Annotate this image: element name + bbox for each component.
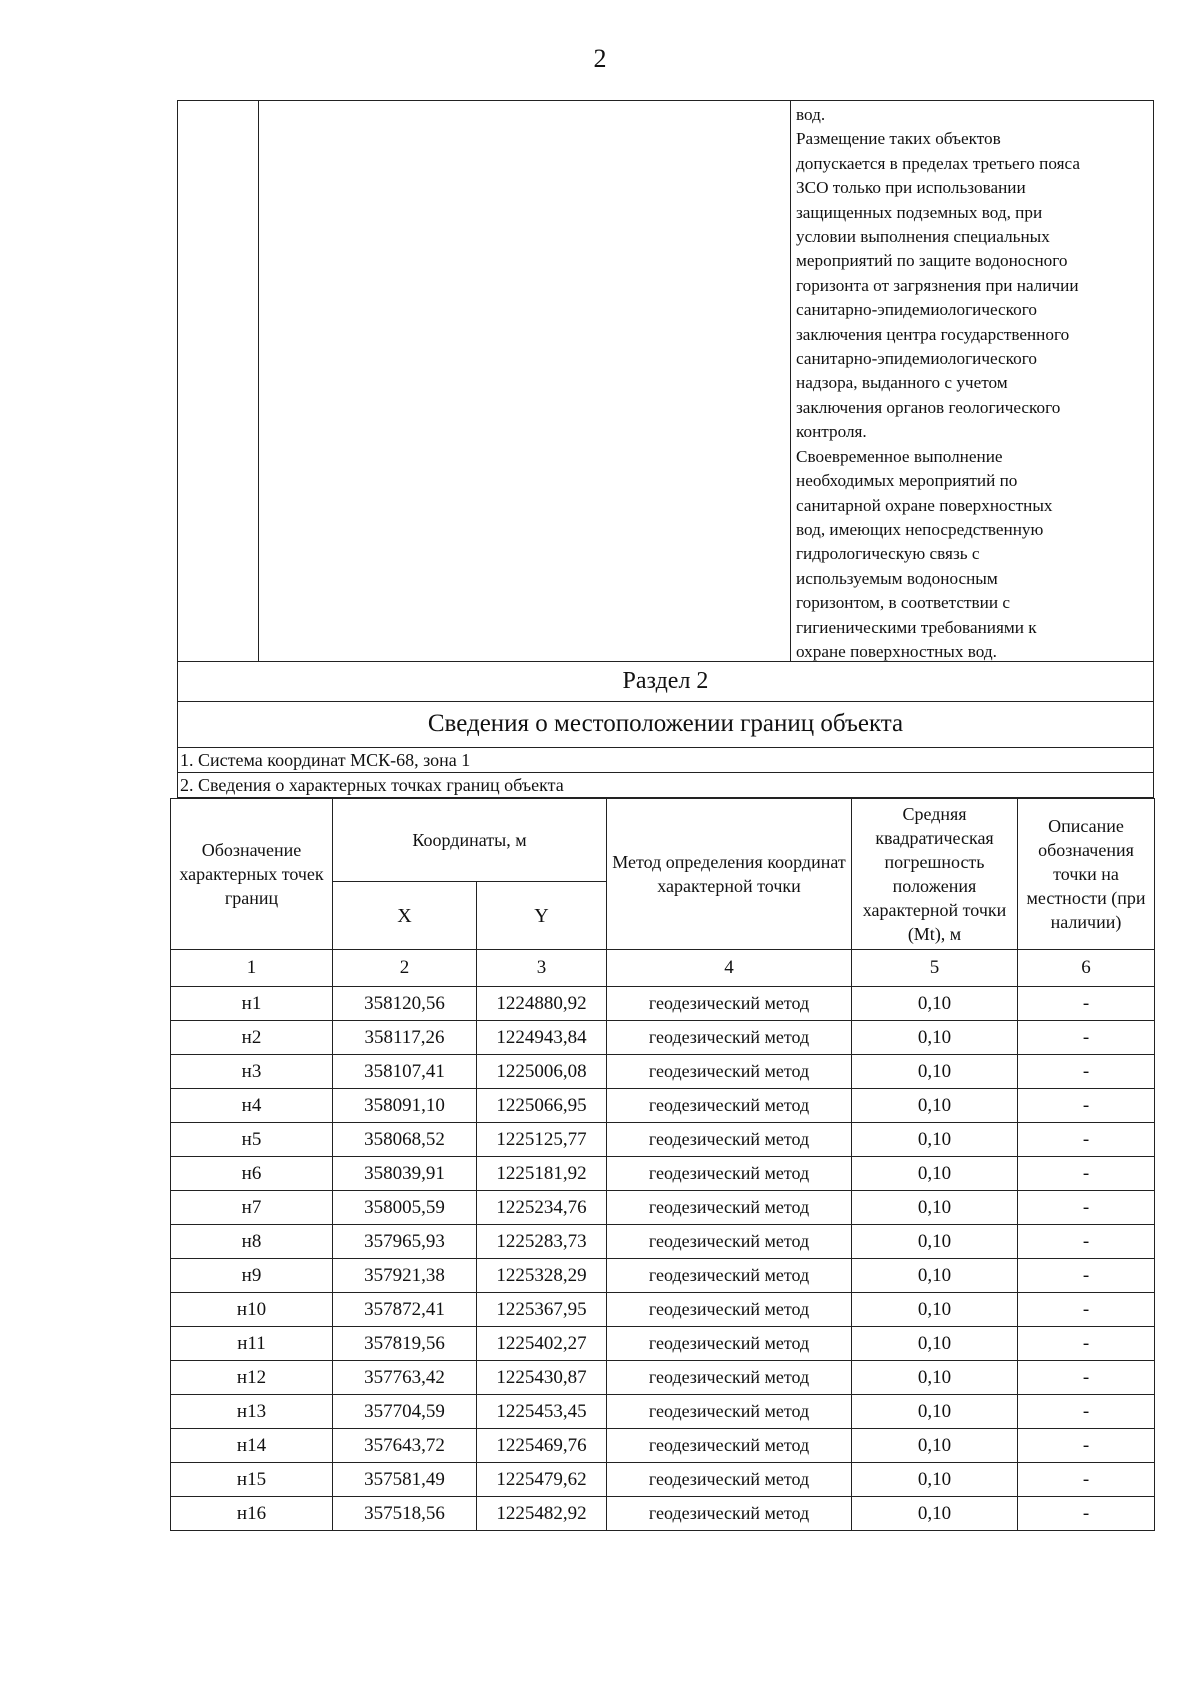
column-number-row	[171, 950, 1155, 987]
x-coordinate-cell: 358005,59	[333, 1191, 477, 1225]
method-cell: геодезический метод	[607, 1361, 852, 1395]
table-row	[171, 1259, 1155, 1293]
table-row	[171, 1123, 1155, 1157]
method-cell: геодезический метод	[607, 1191, 852, 1225]
method-cell: геодезический метод	[607, 1259, 852, 1293]
method-cell: геодезический метод	[607, 1089, 852, 1123]
continued-table-row	[177, 100, 1154, 662]
column-divider	[258, 101, 259, 661]
description-cell: -	[1018, 1293, 1155, 1327]
x-coordinate-cell: 358120,56	[333, 987, 477, 1021]
error-cell: 0,10	[852, 1225, 1018, 1259]
method-cell: геодезический метод	[607, 1157, 852, 1191]
point-designation-cell: н7	[171, 1191, 333, 1225]
x-coordinate-cell: 358068,52	[333, 1123, 477, 1157]
x-coordinate-cell: 357763,42	[333, 1361, 477, 1395]
table-row	[171, 987, 1155, 1021]
header-error: Средняя квадратическая погрешность положения характерной точки (Mt), м	[852, 799, 1018, 950]
y-coordinate-cell: 1225479,62	[477, 1463, 607, 1497]
description-cell: -	[1018, 987, 1155, 1021]
y-coordinate-cell: 1225006,08	[477, 1055, 607, 1089]
x-coordinate-cell: 358091,10	[333, 1089, 477, 1123]
point-designation-cell: н16	[171, 1497, 333, 1531]
header-designation: Обозначение характерных точек границ	[171, 799, 333, 950]
description-cell: -	[1018, 1497, 1155, 1531]
table-row	[171, 1327, 1155, 1361]
point-designation-cell: н1	[171, 987, 333, 1021]
method-cell: геодезический метод	[607, 1327, 852, 1361]
point-designation-cell: н14	[171, 1429, 333, 1463]
description-cell: -	[1018, 1055, 1155, 1089]
method-cell: геодезический метод	[607, 1021, 852, 1055]
x-coordinate-cell: 357643,72	[333, 1429, 477, 1463]
x-coordinate-cell: 357704,59	[333, 1395, 477, 1429]
column-divider	[790, 101, 791, 661]
boundary-points-table	[170, 798, 1155, 1531]
method-cell: геодезический метод	[607, 1395, 852, 1429]
column-number: 6	[1018, 950, 1155, 987]
y-coordinate-cell: 1225181,92	[477, 1157, 607, 1191]
error-cell: 0,10	[852, 1361, 1018, 1395]
description-cell: -	[1018, 1157, 1155, 1191]
error-cell: 0,10	[852, 1395, 1018, 1429]
point-designation-cell: н2	[171, 1021, 333, 1055]
section-title: Раздел 2	[177, 662, 1154, 702]
table-row	[171, 1055, 1155, 1089]
header-coordinates: Координаты, м	[333, 799, 607, 882]
y-coordinate-cell: 1225234,76	[477, 1191, 607, 1225]
column-number: 3	[477, 950, 607, 987]
method-cell: геодезический метод	[607, 987, 852, 1021]
description-cell: -	[1018, 1225, 1155, 1259]
point-designation-cell: н11	[171, 1327, 333, 1361]
point-designation-cell: н8	[171, 1225, 333, 1259]
x-coordinate-cell: 357872,41	[333, 1293, 477, 1327]
error-cell: 0,10	[852, 1327, 1018, 1361]
description-cell: -	[1018, 1259, 1155, 1293]
table-row	[171, 1395, 1155, 1429]
description-cell: -	[1018, 1123, 1155, 1157]
error-cell: 0,10	[852, 987, 1018, 1021]
description-cell: -	[1018, 1089, 1155, 1123]
error-cell: 0,10	[852, 1463, 1018, 1497]
table-row	[171, 1497, 1155, 1531]
method-cell: геодезический метод	[607, 1429, 852, 1463]
restrictions-text-cell: вод. Размещение таких объектов допускается в пределах третьего пояса ЗСО только при использовании защищенных подземных вод, при условии выполнения специальных мероприятий по защите водоносного горизонта от загрязнения при наличии санитарно-эпидемиологического заключения центра государственного санитарно-эпидемиологического надзора, выданного с учетом заключения органов геологического контроля. Своевременное выполнение необходимых мероприятий по санитарной охране поверхностных вод, имеющих непосредственную гидрологическую связь с используемым водоносным горизонтом, в соответствии с гигиеническими требованиями к охране поверхностных вод.	[796, 105, 1081, 661]
x-coordinate-cell: 358039,91	[333, 1157, 477, 1191]
header-description: Описание обозначения точки на местности (при наличии)	[1018, 799, 1155, 950]
header-y: Y	[477, 882, 607, 950]
method-cell: геодезический метод	[607, 1497, 852, 1531]
error-cell: 0,10	[852, 1259, 1018, 1293]
method-cell: геодезический метод	[607, 1055, 852, 1089]
error-cell: 0,10	[852, 1021, 1018, 1055]
error-cell: 0,10	[852, 1157, 1018, 1191]
page-number: 2	[593, 44, 607, 73]
point-designation-cell: н10	[171, 1293, 333, 1327]
x-coordinate-cell: 358107,41	[333, 1055, 477, 1089]
points-heading-line: 2. Сведения о характерных точках границ объекта	[177, 773, 1154, 798]
table-row	[171, 1191, 1155, 1225]
error-cell: 0,10	[852, 1191, 1018, 1225]
y-coordinate-cell: 1224943,84	[477, 1021, 607, 1055]
error-cell: 0,10	[852, 1497, 1018, 1531]
error-cell: 0,10	[852, 1429, 1018, 1463]
description-cell: -	[1018, 1463, 1155, 1497]
coordinate-system-line: 1. Система координат МСК-68, зона 1	[177, 748, 1154, 773]
y-coordinate-cell: 1225402,27	[477, 1327, 607, 1361]
table-row	[171, 1361, 1155, 1395]
method-cell: геодезический метод	[607, 1293, 852, 1327]
point-designation-cell: н3	[171, 1055, 333, 1089]
y-coordinate-cell: 1225453,45	[477, 1395, 607, 1429]
description-cell: -	[1018, 1191, 1155, 1225]
column-number: 2	[333, 950, 477, 987]
point-designation-cell: н9	[171, 1259, 333, 1293]
description-cell: -	[1018, 1327, 1155, 1361]
x-coordinate-cell: 357921,38	[333, 1259, 477, 1293]
method-cell: геодезический метод	[607, 1225, 852, 1259]
x-coordinate-cell: 357581,49	[333, 1463, 477, 1497]
point-designation-cell: н4	[171, 1089, 333, 1123]
x-coordinate-cell: 357518,56	[333, 1497, 477, 1531]
point-designation-cell: н6	[171, 1157, 333, 1191]
error-cell: 0,10	[852, 1055, 1018, 1089]
table-row	[171, 1225, 1155, 1259]
error-cell: 0,10	[852, 1089, 1018, 1123]
header-method: Метод определения координат характерной точки	[607, 799, 852, 950]
table-row	[171, 1089, 1155, 1123]
table-row	[171, 1157, 1155, 1191]
x-coordinate-cell: 358117,26	[333, 1021, 477, 1055]
point-designation-cell: н15	[171, 1463, 333, 1497]
point-designation-cell: н5	[171, 1123, 333, 1157]
y-coordinate-cell: 1225482,92	[477, 1497, 607, 1531]
y-coordinate-cell: 1225328,29	[477, 1259, 607, 1293]
x-coordinate-cell: 357965,93	[333, 1225, 477, 1259]
column-number: 1	[171, 950, 333, 987]
y-coordinate-cell: 1225125,77	[477, 1123, 607, 1157]
y-coordinate-cell: 1225066,95	[477, 1089, 607, 1123]
method-cell: геодезический метод	[607, 1463, 852, 1497]
y-coordinate-cell: 1225283,73	[477, 1225, 607, 1259]
x-coordinate-cell: 357819,56	[333, 1327, 477, 1361]
table-row	[171, 1293, 1155, 1327]
column-number: 5	[852, 950, 1018, 987]
method-cell: геодезический метод	[607, 1123, 852, 1157]
error-cell: 0,10	[852, 1293, 1018, 1327]
y-coordinate-cell: 1225367,95	[477, 1293, 607, 1327]
table-row	[171, 1429, 1155, 1463]
description-cell: -	[1018, 1361, 1155, 1395]
header-x: X	[333, 882, 477, 950]
description-cell: -	[1018, 1021, 1155, 1055]
section-subtitle: Сведения о местоположении границ объекта	[177, 702, 1154, 748]
table-row	[171, 1463, 1155, 1497]
column-number: 4	[607, 950, 852, 987]
y-coordinate-cell: 1225469,76	[477, 1429, 607, 1463]
point-designation-cell: н13	[171, 1395, 333, 1429]
y-coordinate-cell: 1224880,92	[477, 987, 607, 1021]
description-cell: -	[1018, 1429, 1155, 1463]
error-cell: 0,10	[852, 1123, 1018, 1157]
y-coordinate-cell: 1225430,87	[477, 1361, 607, 1395]
point-designation-cell: н12	[171, 1361, 333, 1395]
description-cell: -	[1018, 1395, 1155, 1429]
table-row	[171, 1021, 1155, 1055]
